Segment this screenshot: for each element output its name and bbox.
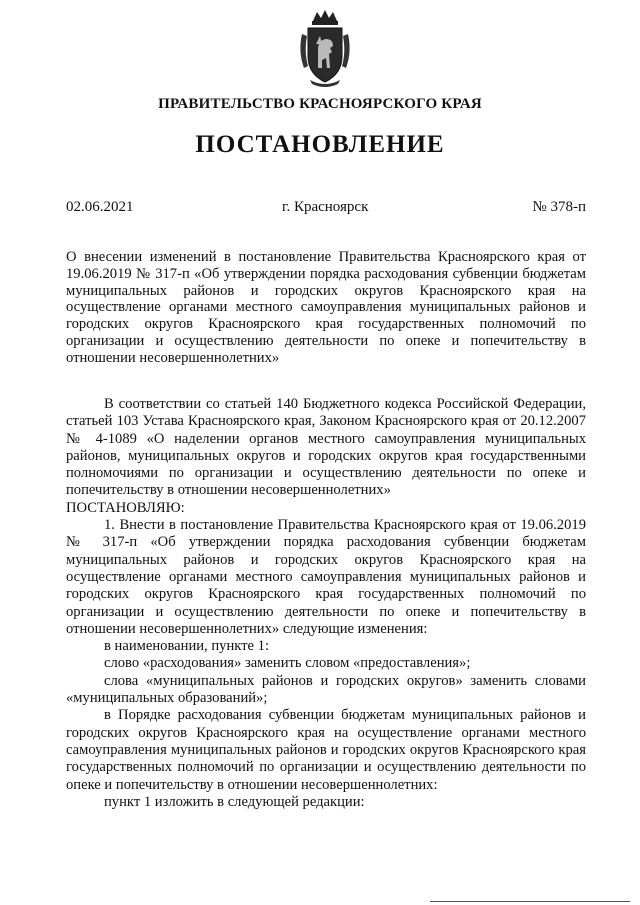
document-number: № 378-п — [532, 199, 586, 215]
page-footer-line — [430, 901, 630, 902]
in-order-paragraph: в Порядке расходования субвенции бюджетам муниципальных районов и городских округов Красноярского края на осуществление органами местного самоуправления муниципальных районов и городских округов Красноярского края государственных полномочий по организации и осуществлению деятельности по опеке и попечительству в отношении несовершеннолетних: — [66, 707, 586, 793]
in-title-paragraph: в наименовании, пункте 1: — [104, 638, 270, 655]
point-1-paragraph: пункт 1 изложить в следующей редакции: — [104, 793, 365, 810]
document-city: г. Красноярск — [282, 199, 369, 215]
preamble-paragraph: В соответствии со статьей 140 Бюджетного кодекса Российской Федерации, статьей 103 Устава Красноярского края, Законом Красноярского края от 20.12.2007 № 4-1089 «О наделении органов местного самоуправления муниципальных районов, муниципальных округов и городских округов края государственными полномочиями по организации и осуществлению деятельности по опеке и попечительству в отношении несовершеннолетних» — [66, 396, 586, 499]
decree-statement: ПОСТАНОВЛЯЮ: — [66, 499, 185, 516]
document-body — [66, 396, 586, 811]
document-type: ПОСТАНОВЛЕНИЕ — [195, 131, 445, 158]
krasnoyarsk-coat-of-arms-icon — [296, 8, 354, 88]
replace-word-paragraph: слово «расходования» заменить словом «предоставления»; — [104, 655, 471, 672]
item-1-paragraph: 1. Внести в постановление Правительства Красноярского края от 19.06.2019 № 317-п «Об утверждении порядка расходования субвенции бюджетам муниципальных районов и городских округов Красноярского края на осуществление органами местного самоуправления муниципальных районов и городских округов Красноярского края государственных полномочий по организации и осуществлению деятельности по опеке и попечительству в отношении несовершеннолетних» следующие изменения: — [66, 517, 586, 637]
replace-words-paragraph: слова «муниципальных районов и городских округов» заменить словами «муниципальных образований»; — [66, 672, 586, 707]
document-subject: О внесении изменений в постановление Правительства Красноярского края от 19.06.2019 № 317-п «Об утверждении порядка расходования субвенции бюджетам муниципальных районов и городских округов Красноярского края на осуществление органами местного самоуправления муниципальных районов и городских округов Красноярского края государственных полномочий по организации и осуществлению деятельности по опеке и попечительству в отношении несовершеннолетних» — [66, 249, 586, 366]
organization-name: ПРАВИТЕЛЬСТВО КРАСНОЯРСКОГО КРАЯ — [158, 96, 482, 112]
document-date: 02.06.2021 — [66, 199, 134, 215]
